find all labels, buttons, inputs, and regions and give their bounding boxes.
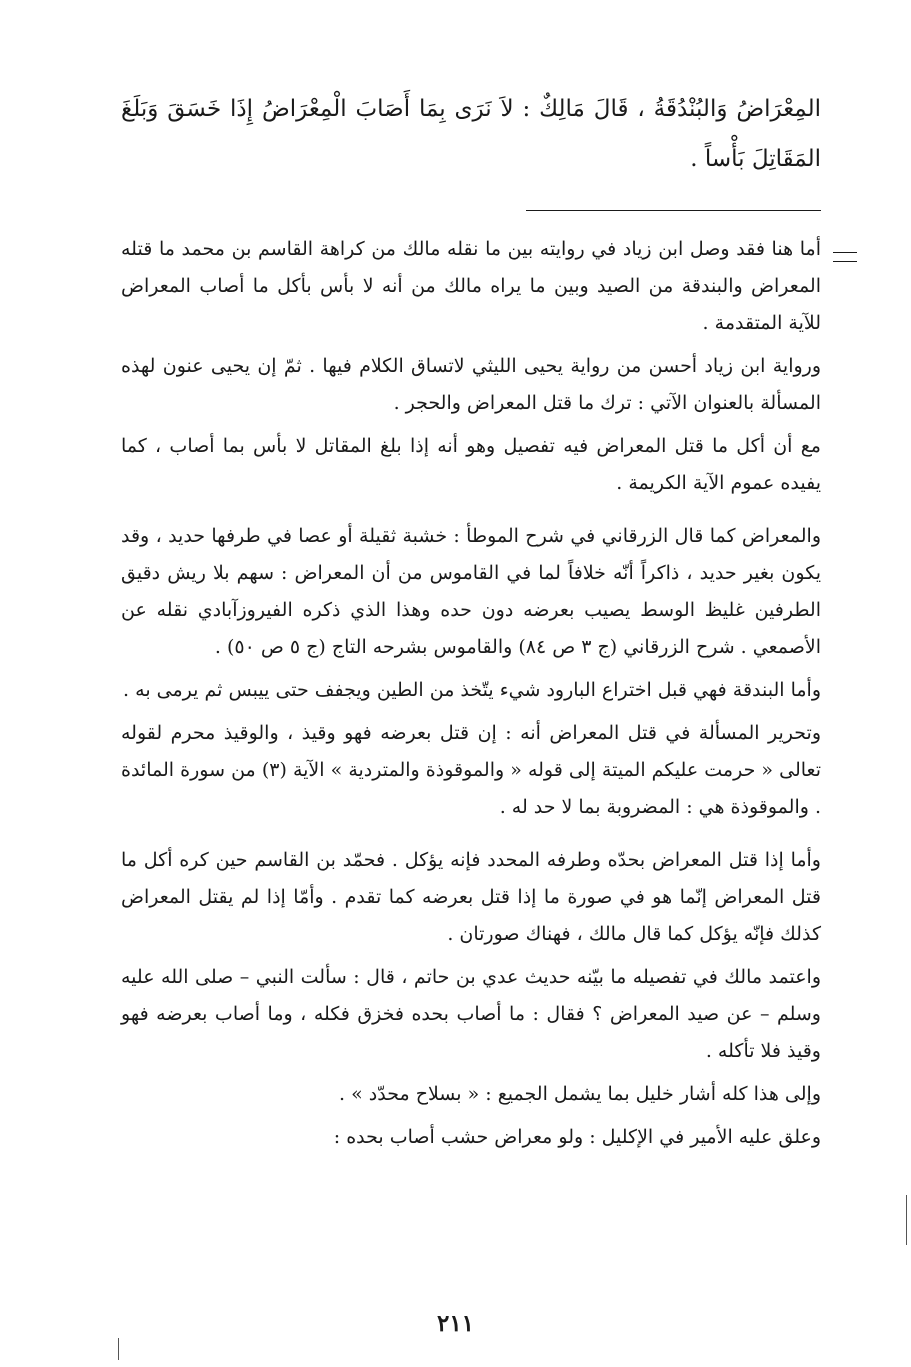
footnote-paragraph: وتحرير المسألة في قتل المعراض أنه : إن قتل بعرضه فهو وقيذ ، والوقيذ محرم لقوله تعالى « حرمت عليكم الميتة إلى قوله « والموقوذة والمتردية » الآية (٣) من سورة المائدة . والموقوذة هي : المضروبة بما لا حد له . <box>121 722 821 818</box>
main-text: المِعْرَاضُ وَالبُنْدُقَةُ ، قَالَ مَالِكٌ : لاَ نَرَى بِمَا أَصَابَ الْمِعْرَاضُ إِذَا خَسَقَ وَبَلَغَ المَقَاتِلَ بَأْساً . <box>121 96 821 172</box>
footnote-paragraph: أما هنا فقد وصل ابن زياد في روايته بين ما نقله مالك من كراهة القاسم بن محمد ما قتله المعراض والبندقة من الصيد وبين ما يراه مالك من أنه لا بأس بأكل ما أصاب المعراض للآية المتقدمة . <box>121 238 821 334</box>
footnote-marker-icon <box>833 252 857 262</box>
footnote-paragraph: والمعراض كما قال الزرقاني في شرح الموطأ : خشبة ثقيلة أو عصا في طرفها حديد ، وقد يكون بغير حديد ، ذاكراً أنّه خلافاً لما في القاموس من أن المعراض : سهم بلا ريش دقيق الطرفين غليظ الوسط يصيب بعرضه دون حده وهذا الذي ذكره الفيروزآبادي نقله عن الأصمعي . شرح الزرقاني (ج ٣ ص ٨٤) والقاموس بشرحه التاج (ج ٥ ص ٥٠) . <box>121 525 821 658</box>
footnote-separator-rule <box>526 210 821 211</box>
footnote-paragraph: وعلق عليه الأمير في الإكليل : ولو معراض حشب أصاب بحده : <box>333 1126 821 1148</box>
page-number: ٢١١ <box>436 1310 475 1337</box>
footnote-paragraph: وأما إذا قتل المعراض بحدّه وطرفه المحدد فإنه يؤكل . فحمّد بن القاسم حين كره أكل ما قتل المعراض إنّما هو في صورة ما إذا قتل بعرضه كما تقدم . وأمّا إذا لم يقتل المعراض كذلك فإنّه يؤكل كما قال مالك ، فهناك صورتان . <box>121 849 821 945</box>
footnote-paragraph: وإلى هذا كله أشار خليل بما يشمل الجميع : « بسلاح محدّد » . <box>339 1083 821 1105</box>
footnote-paragraph: وأما البندقة فهي قبل اختراع البارود شيء يتّخذ من الطين ويجفف حتى ييبس ثم يرمى به . <box>123 679 821 701</box>
scan-edge-mark <box>906 1195 907 1245</box>
footnote-paragraph: ورواية ابن زياد أحسن من رواية يحيى الليثي لاتساق الكلام فيها . ثمّ إن يحيى عنون لهذه المسألة بالعنوان الآتي : ترك ما قتل المعراض والحجر . <box>121 355 821 414</box>
footnotes <box>121 231 821 1162</box>
scan-edge-mark <box>118 1338 119 1360</box>
footnote-paragraph: مع أن أكل ما قتل المعراض فيه تفصيل وهو أنه إذا بلغ المقاتل لا بأس بما أصاب ، كما يفيده عموم الآية الكريمة . <box>121 435 821 494</box>
footnote-paragraph: واعتمد مالك في تفصيله ما بيّنه حديث عدي بن حاتم ، قال : سألت النبي – صلى الله عليه وسلم – عن صيد المعراض ؟ فقال : ما أصاب بحده فخزق فكله ، وما أصاب بعرضه فهو وقيذ فلا تأكله . <box>121 966 821 1062</box>
